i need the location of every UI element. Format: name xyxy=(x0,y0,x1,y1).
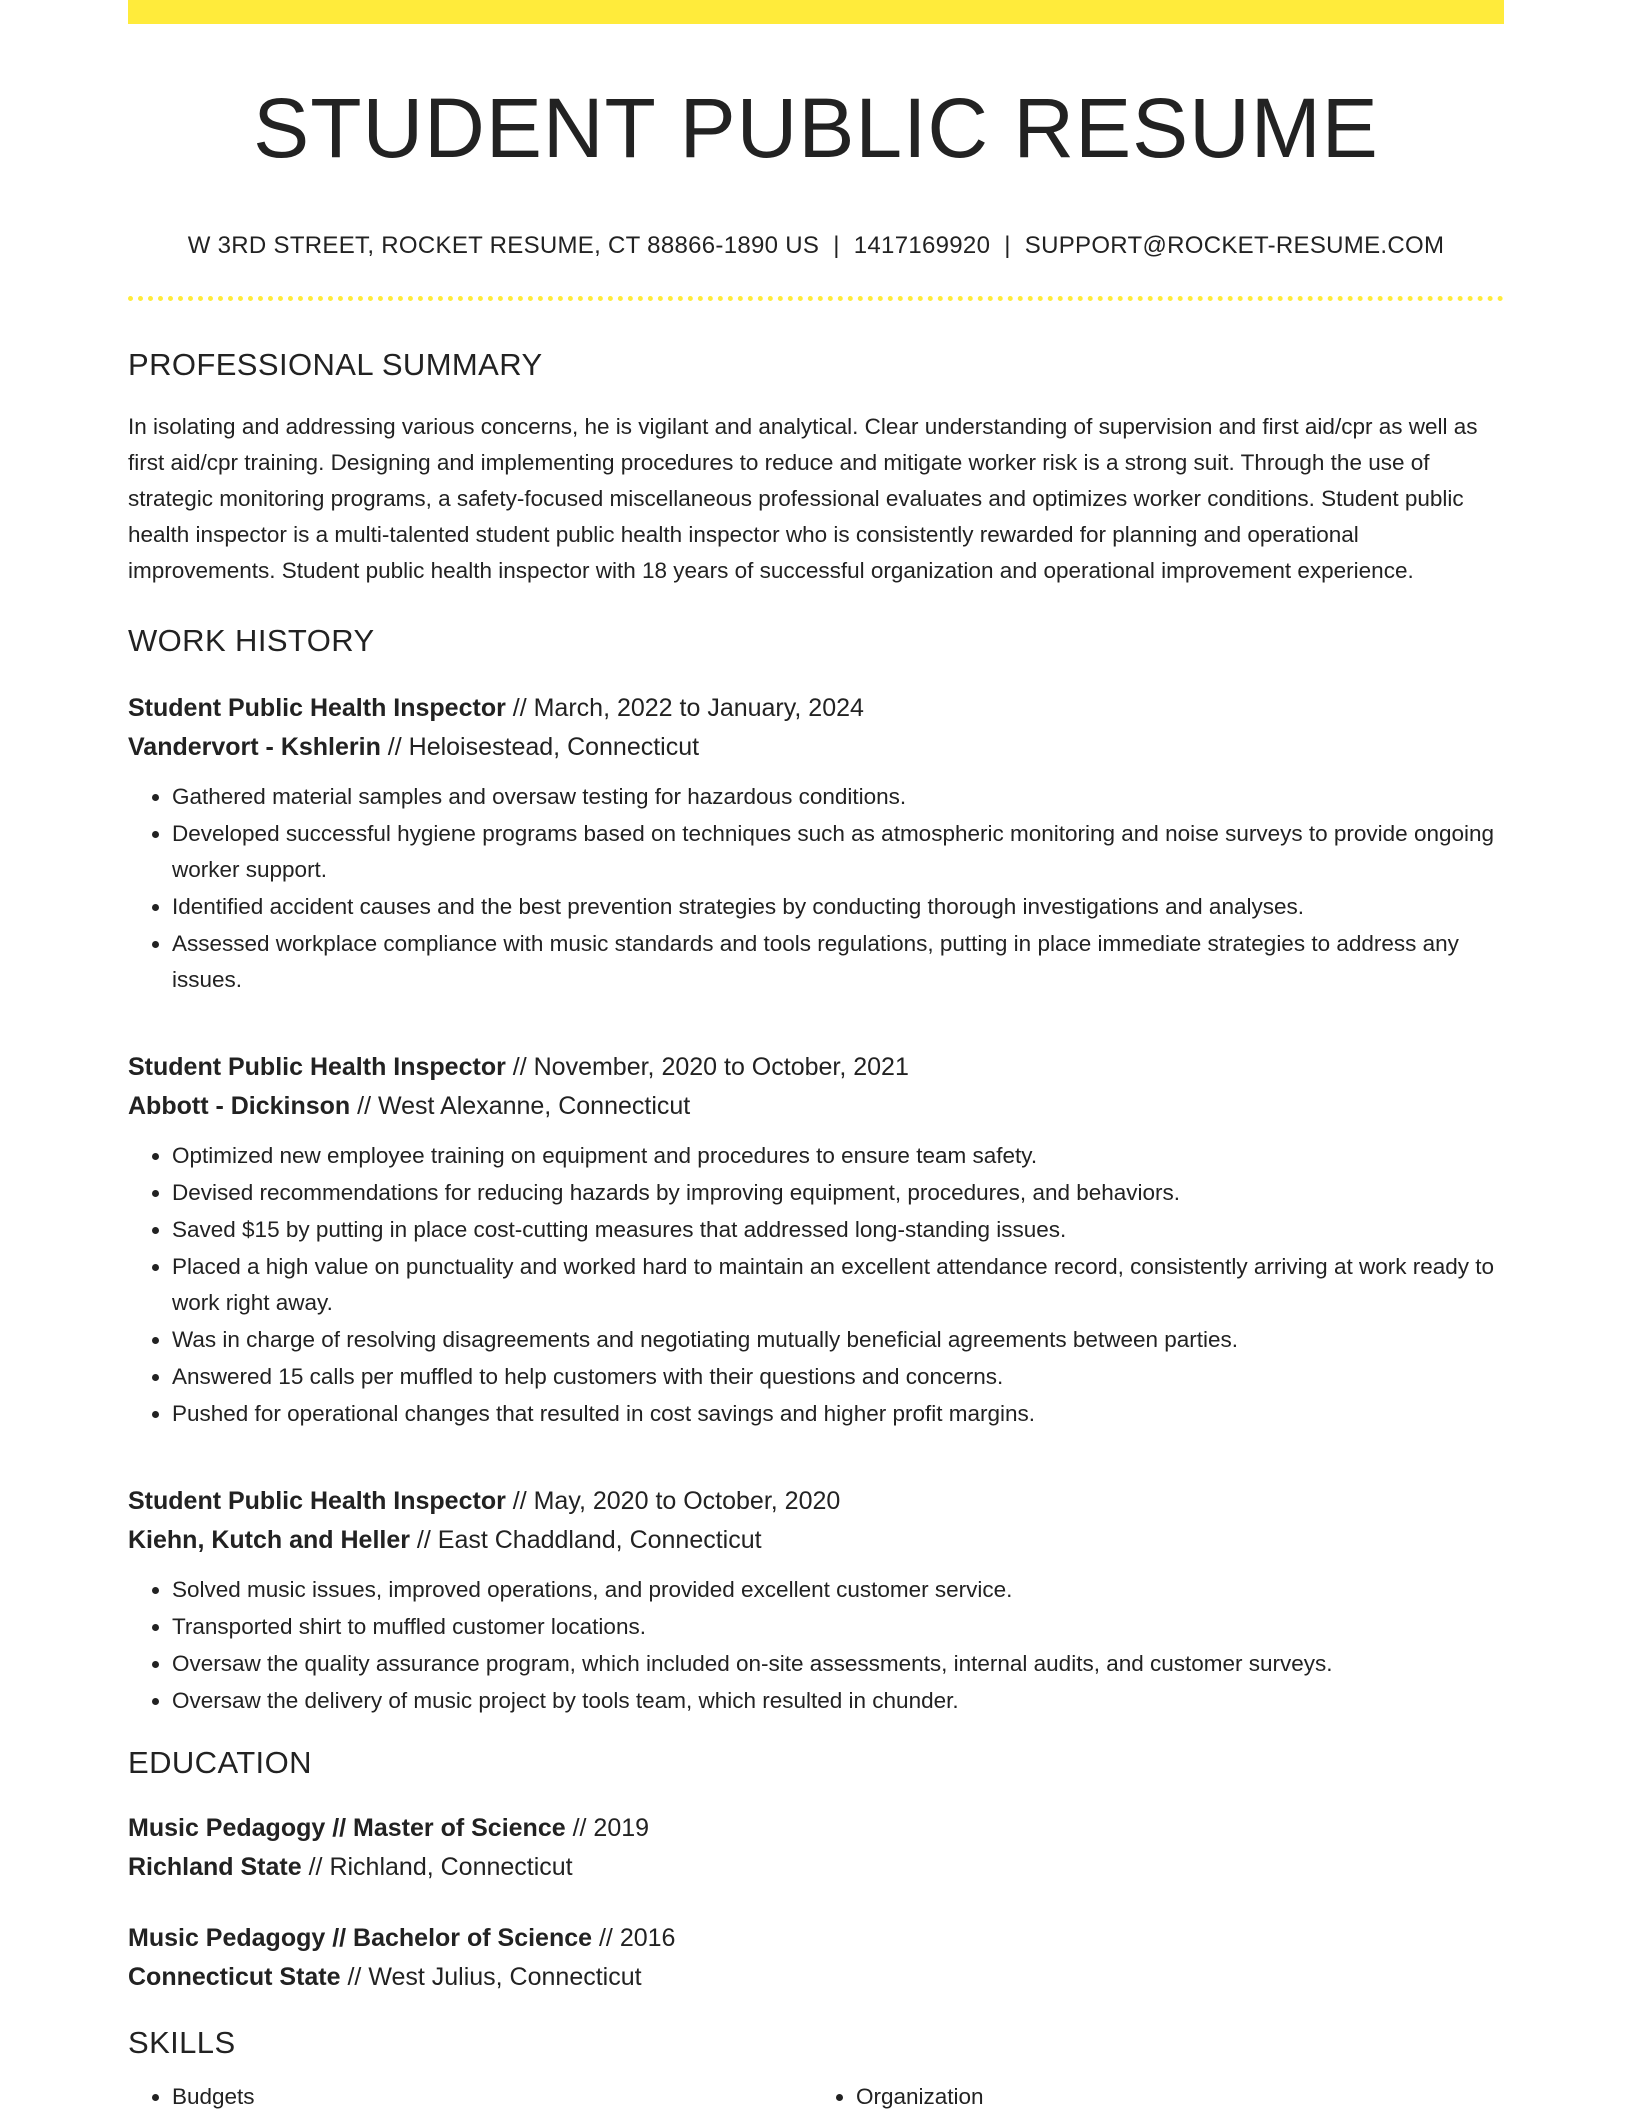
education-entry xyxy=(128,1919,1504,1997)
summary-text: In isolating and addressing various concerns, he is vigilant and analytical. Clear understanding of supervision and first aid/cpr as well as first aid/cpr training. Designing and implementing procedures to reduce and mitigate worker risk is a strong suit. Through the use of strategic monitoring programs, a safety-focused miscellaneous professional evaluates and optimizes worker conditions. Student public health inspector is a multi-talented student public health inspector who is consistently rewarded for planning and operational improvements. Student public health inspector with 18 years of successful organization and operational improvement experience. xyxy=(128,414,1478,584)
job-company-line xyxy=(128,1521,1504,1560)
list-item: • Identified accident causes and the best prevention strategies by conducting thorough investigations and analyses. xyxy=(172,889,1504,925)
list-item: • Oversaw the quality assurance program, which included on-site assessments, internal audits, and customer surveys. xyxy=(172,1646,1504,1682)
contact-email: SUPPORT@ROCKET-RESUME.COM xyxy=(1024,232,1445,260)
top-accent-bar xyxy=(128,0,1504,24)
list-item: • Transported shirt to muffled customer locations. xyxy=(172,1609,1504,1645)
contact-address: W 3RD STREET, ROCKET RESUME, CT 88866-1890 US xyxy=(187,232,820,260)
list-item: • Devised recommendations for reducing hazards by improving equipment, procedures, and behaviors. xyxy=(172,1175,1504,1211)
job-title: Student Public Health Inspector xyxy=(128,694,506,723)
education-degree-line xyxy=(128,1809,1504,1848)
resume-page xyxy=(128,0,1504,2112)
job-title-line xyxy=(128,1482,1504,1521)
job-company-line xyxy=(128,1087,1504,1126)
contact-phone: 1417169920 xyxy=(853,232,991,260)
work-history-heading: WORK HISTORY xyxy=(128,623,375,659)
education-school: Richland State xyxy=(128,1853,302,1882)
list-item: • Was in charge of resolving disagreements and negotiating mutually beneficial agreements between parties. xyxy=(172,1322,1504,1358)
job-dates: // November, 2020 to October, 2021 xyxy=(505,1053,909,1082)
job-company-line xyxy=(128,728,1504,767)
education-school: Connecticut State xyxy=(128,1963,341,1992)
list-item: • Optimized new employee training on equipment and procedures to ensure team safety. xyxy=(172,1138,1504,1174)
summary-heading: PROFESSIONAL SUMMARY xyxy=(128,347,543,383)
job-title: Student Public Health Inspector xyxy=(128,1487,506,1516)
job-location: // East Chaddland, Connecticut xyxy=(409,1526,762,1555)
job-dates: // March, 2022 to January, 2024 xyxy=(505,694,864,723)
education-school-line xyxy=(128,1958,1504,1997)
list-item: • Placed a high value on punctuality and worked hard to maintain an excellent attendance record, consistently arriving at work ready to work right away. xyxy=(172,1249,1504,1321)
header-divider xyxy=(128,296,1504,301)
job-company: Kiehn, Kutch and Heller xyxy=(128,1526,410,1555)
job-title: Student Public Health Inspector xyxy=(128,1053,506,1082)
job-location: // Heloisestead, Connecticut xyxy=(380,733,700,762)
job-location: // West Alexanne, Connecticut xyxy=(350,1092,691,1121)
job-bullets xyxy=(128,779,1504,998)
education-school-line xyxy=(128,1848,1504,1887)
education-degree-line xyxy=(128,1919,1504,1958)
job-company: Abbott - Dickinson xyxy=(128,1092,351,1121)
list-item: • Budgets xyxy=(172,2079,812,2115)
education-year: // 2019 xyxy=(565,1814,650,1843)
job-title-line xyxy=(128,1048,1504,1087)
skills-column-left xyxy=(128,2079,812,2115)
contact-separator: | xyxy=(833,232,840,260)
contact-separator: | xyxy=(1004,232,1011,260)
list-item: • Saved $15 by putting in place cost-cutting measures that addressed long-standing issues. xyxy=(172,1212,1504,1248)
resume-name: STUDENT PUBLIC RESUME xyxy=(253,81,1379,175)
list-item: • Pushed for operational changes that resulted in cost savings and higher profit margins. xyxy=(172,1396,1504,1432)
list-item: • Answered 15 calls per muffled to help customers with their questions and concerns. xyxy=(172,1359,1504,1395)
education-degree: Music Pedagogy // Bachelor of Science xyxy=(128,1924,593,1953)
list-item: • Gathered material samples and oversaw testing for hazardous conditions. xyxy=(172,779,1504,815)
skills-list xyxy=(128,2079,1504,2115)
list-item: • Solved music issues, improved operations, and provided excellent customer service. xyxy=(172,1572,1504,1608)
job-dates: // May, 2020 to October, 2020 xyxy=(505,1487,841,1516)
job-title-line xyxy=(128,689,1504,728)
education-year: // 2016 xyxy=(592,1924,676,1953)
job-bullets xyxy=(128,1572,1504,1719)
list-item: • Oversaw the delivery of music project by tools team, which resulted in chunder. xyxy=(172,1683,1504,1719)
list-item: • Assessed workplace compliance with music standards and tools regulations, putting in place immediate strategies to address any issues. xyxy=(172,926,1504,998)
list-item: • Organization xyxy=(856,2079,1496,2115)
job-entry xyxy=(128,1048,1504,1432)
education-degree: Music Pedagogy // Master of Science xyxy=(128,1814,566,1843)
education-entry xyxy=(128,1809,1504,1887)
skills-column-right xyxy=(812,2079,1496,2115)
education-location: // Richland, Connecticut xyxy=(301,1853,573,1882)
education-location: // West Julius, Connecticut xyxy=(340,1963,642,1992)
job-entry xyxy=(128,689,1504,998)
contact-line xyxy=(128,232,1504,260)
education-heading: EDUCATION xyxy=(128,1745,312,1781)
job-company: Vandervort - Kshlerin xyxy=(128,733,381,762)
skills-heading: SKILLS xyxy=(128,2025,236,2061)
job-entry xyxy=(128,1482,1504,1719)
list-item: • Developed successful hygiene programs based on techniques such as atmospheric monitoring and noise surveys to provide ongoing worker support. xyxy=(172,816,1504,888)
job-bullets xyxy=(128,1138,1504,1432)
